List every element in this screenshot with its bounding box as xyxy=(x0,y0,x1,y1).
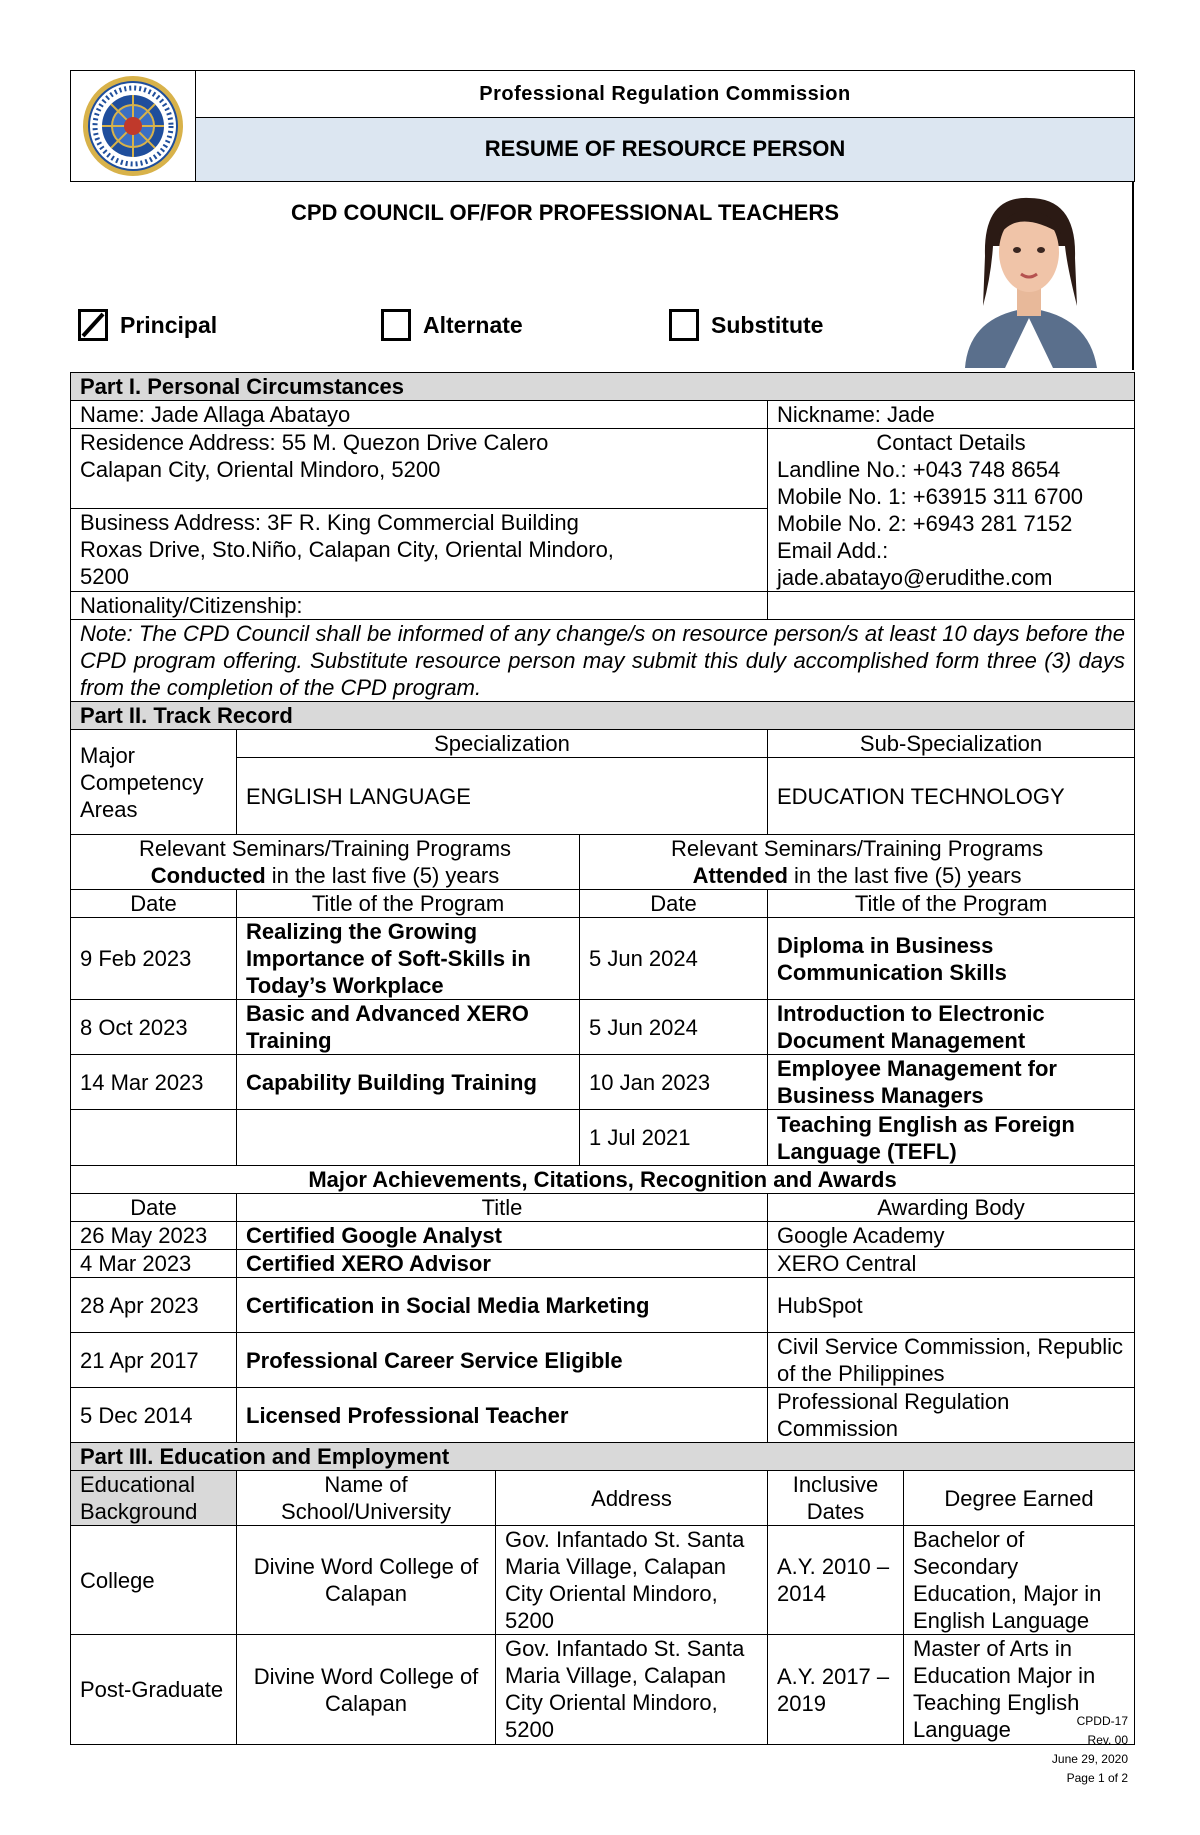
name-field[interactable]: Name: Jade Allaga Abatayo xyxy=(71,401,768,429)
award-title[interactable]: Licensed Professional Teacher xyxy=(237,1388,768,1443)
alternate-label: Alternate xyxy=(423,311,523,338)
award-date[interactable]: 4 Mar 2023 xyxy=(71,1250,237,1278)
seminar-row xyxy=(71,1055,1135,1110)
education-dates[interactable]: A.Y. 2017 – 2019 xyxy=(768,1635,904,1745)
attended-date-header: Date xyxy=(580,890,768,918)
education-row xyxy=(71,1526,1135,1635)
award-title[interactable]: Professional Career Service Eligible xyxy=(237,1333,768,1388)
attended-title[interactable]: Introduction to Electronic Document Management xyxy=(768,1000,1135,1055)
awards-date-header: Date xyxy=(71,1194,237,1222)
conducted-rest: in the last five (5) years xyxy=(265,863,500,888)
award-body[interactable]: Google Academy xyxy=(768,1222,1135,1250)
awards-title-header: Title xyxy=(237,1194,768,1222)
award-body[interactable]: Professional Regulation Commission xyxy=(768,1388,1135,1443)
award-title[interactable]: Certified Google Analyst xyxy=(237,1222,768,1250)
part2-title: Part II. Track Record xyxy=(71,702,1135,730)
award-title[interactable]: Certification in Social Media Marketing xyxy=(237,1278,768,1333)
contact-heading: Contact Details xyxy=(876,430,1026,455)
form-footer xyxy=(1052,1712,1128,1788)
form-header xyxy=(70,70,1135,182)
conducted-date[interactable]: 8 Oct 2023 xyxy=(71,1000,237,1055)
award-row xyxy=(71,1278,1135,1333)
education-dates[interactable]: A.Y. 2010 – 2014 xyxy=(768,1526,904,1635)
subspecialization-value[interactable]: EDUCATION TECHNOLOGY xyxy=(768,758,1135,835)
education-address[interactable]: Gov. Infantado St. Santa Maria Village, Calapan City Oriental Mindoro, 5200 xyxy=(496,1635,768,1745)
principal-checkbox[interactable] xyxy=(78,309,108,341)
degree-header: Degree Earned xyxy=(904,1471,1135,1526)
education-degree[interactable]: Master of Arts in Education Major in Teaching English Language xyxy=(904,1635,1135,1745)
award-row xyxy=(71,1333,1135,1388)
check-slash-icon xyxy=(81,312,105,338)
mobile2-field[interactable]: Mobile No. 2: +6943 281 7152 xyxy=(777,511,1073,536)
conducted-word: Conducted xyxy=(150,863,266,888)
attended-title[interactable]: Teaching English as Foreign Language (TEFL) xyxy=(768,1110,1135,1166)
alternate-option[interactable] xyxy=(381,306,523,344)
revision: Rev. 00 xyxy=(1087,1733,1128,1747)
award-date[interactable]: 26 May 2023 xyxy=(71,1222,237,1250)
attended-date[interactable]: 5 Jun 2024 xyxy=(580,918,768,1000)
conducted-title-header: Title of the Program xyxy=(237,890,580,918)
resource-person-photo xyxy=(927,186,1132,368)
business-line-1: Business Address: 3F R. King Commercial Building xyxy=(80,510,579,536)
prc-seal-logo xyxy=(71,71,195,181)
substitute-label: Substitute xyxy=(711,311,824,338)
alternate-checkbox[interactable] xyxy=(381,309,411,341)
organization-name: Professional Regulation Commission xyxy=(196,71,1134,118)
conducted-date[interactable]: 14 Mar 2023 xyxy=(71,1055,237,1110)
form-code: CPDD-17 xyxy=(1076,1714,1128,1728)
attended-date[interactable]: 5 Jun 2024 xyxy=(580,1000,768,1055)
education-degree[interactable]: Bachelor of Secondary Education, Major in English Language xyxy=(904,1526,1135,1635)
address-header: Address xyxy=(496,1471,768,1526)
residence-line-2: Calapan City, Oriental Mindoro, 5200 xyxy=(80,457,441,482)
residence-line-1: Residence Address: 55 M. Quezon Drive Calero xyxy=(80,430,549,455)
attended-date[interactable]: 10 Jan 2023 xyxy=(580,1055,768,1110)
awards-title: Major Achievements, Citations, Recognition and Awards xyxy=(71,1166,1135,1194)
form-title: RESUME OF RESOURCE PERSON xyxy=(196,118,1134,181)
award-date[interactable]: 21 Apr 2017 xyxy=(71,1333,237,1388)
part3-title: Part III. Education and Employment xyxy=(71,1443,1135,1471)
conducted-date[interactable] xyxy=(71,1110,237,1166)
education-level[interactable]: College xyxy=(71,1526,237,1635)
award-row xyxy=(71,1222,1135,1250)
conducted-title[interactable]: Basic and Advanced XERO Training xyxy=(237,1000,580,1055)
page-number: Page 1 of 2 xyxy=(1066,1771,1128,1785)
nationality-value[interactable] xyxy=(768,592,1135,620)
attended-header-line1: Relevant Seminars/Training Programs xyxy=(670,836,1044,861)
conducted-title[interactable]: Realizing the Growing Importance of Soft-Skills in Today’s Workplace xyxy=(237,918,580,1000)
competency-label: Major Competency Areas xyxy=(71,730,237,835)
part1-title: Part I. Personal Circumstances xyxy=(71,373,1135,401)
conducted-header xyxy=(71,835,580,890)
attended-date[interactable]: 1 Jul 2021 xyxy=(580,1110,768,1166)
awards-body-header: Awarding Body xyxy=(768,1194,1135,1222)
school-header: Name of School/University xyxy=(237,1471,496,1526)
attended-header xyxy=(580,835,1135,890)
dates-header: Inclusive Dates xyxy=(768,1471,904,1526)
conducted-date[interactable]: 9 Feb 2023 xyxy=(71,918,237,1000)
principal-option[interactable] xyxy=(78,306,217,344)
award-body[interactable]: HubSpot xyxy=(768,1278,1135,1333)
award-date[interactable]: 28 Apr 2023 xyxy=(71,1278,237,1333)
conducted-title[interactable] xyxy=(237,1110,580,1166)
award-title[interactable]: Certified XERO Advisor xyxy=(237,1250,768,1278)
award-date[interactable]: 5 Dec 2014 xyxy=(71,1388,237,1443)
attended-word: Attended xyxy=(692,863,788,888)
business-address-field[interactable] xyxy=(71,509,768,592)
landline-field[interactable]: Landline No.: +043 748 8654 xyxy=(777,457,1061,482)
seminar-row xyxy=(71,1000,1135,1055)
seminar-row xyxy=(71,1110,1135,1166)
award-row xyxy=(71,1250,1135,1278)
attended-title[interactable]: Employee Management for Business Managers xyxy=(768,1055,1135,1110)
seminar-row xyxy=(71,918,1135,1000)
substitute-option[interactable] xyxy=(669,306,823,344)
education-school[interactable]: Divine Word College of Calapan xyxy=(237,1526,496,1635)
attended-title-header: Title of the Program xyxy=(768,890,1135,918)
photo-border xyxy=(1132,182,1134,370)
contact-details-cell xyxy=(768,429,1135,592)
cpd-note: Note: The CPD Council shall be informed of any change/s on resource person/s at least 10 days before the CPD program offering. Substitute resource person may submit this duly accomplished form three (3) days from the completion of the CPD program. xyxy=(71,620,1135,702)
education-school[interactable]: Divine Word College of Calapan xyxy=(237,1635,496,1745)
substitute-checkbox[interactable] xyxy=(669,309,699,341)
revision-date: June 29, 2020 xyxy=(1051,1752,1128,1766)
conducted-title[interactable]: Capability Building Training xyxy=(237,1055,580,1110)
logo-cell xyxy=(71,71,196,181)
education-level[interactable]: Post-Graduate xyxy=(71,1635,237,1745)
attended-rest: in the last five (5) years xyxy=(787,863,1022,888)
business-line-3: 5200 xyxy=(80,564,129,590)
award-body[interactable]: Civil Service Commission, Republic of the Philippines xyxy=(768,1333,1135,1388)
award-row xyxy=(71,1388,1135,1443)
education-background-header: Educational Background xyxy=(71,1471,237,1526)
education-address[interactable]: Gov. Infantado St. Santa Maria Village, Calapan City Oriental Mindoro, 5200 xyxy=(496,1526,768,1635)
conducted-date-header: Date xyxy=(71,890,237,918)
resume-form-table xyxy=(70,372,1135,1745)
nationality-field[interactable]: Nationality/Citizenship: xyxy=(71,592,768,620)
residence-address-field[interactable] xyxy=(71,429,768,509)
conducted-header-line1: Relevant Seminars/Training Programs xyxy=(138,836,512,861)
specialization-value[interactable]: ENGLISH LANGUAGE xyxy=(237,758,768,835)
business-line-2: Roxas Drive, Sto.Niño, Calapan City, Oriental Mindoro, xyxy=(80,537,614,563)
education-row xyxy=(71,1635,1135,1745)
subspecialization-header: Sub-Specialization xyxy=(768,730,1135,758)
principal-label: Principal xyxy=(120,311,218,338)
mobile1-field[interactable]: Mobile No. 1: +63915 311 6700 xyxy=(777,484,1083,509)
attended-title[interactable]: Diploma in Business Communication Skills xyxy=(768,918,1135,1000)
specialization-header: Specialization xyxy=(237,730,768,758)
email-field[interactable]: Email Add.: jade.abatayo@erudithe.com xyxy=(777,538,1053,590)
nickname-field[interactable]: Nickname: Jade xyxy=(768,401,1135,429)
award-body[interactable]: XERO Central xyxy=(768,1250,1135,1278)
council-title: CPD COUNCIL OF/FOR PROFESSIONAL TEACHERS xyxy=(290,200,839,225)
